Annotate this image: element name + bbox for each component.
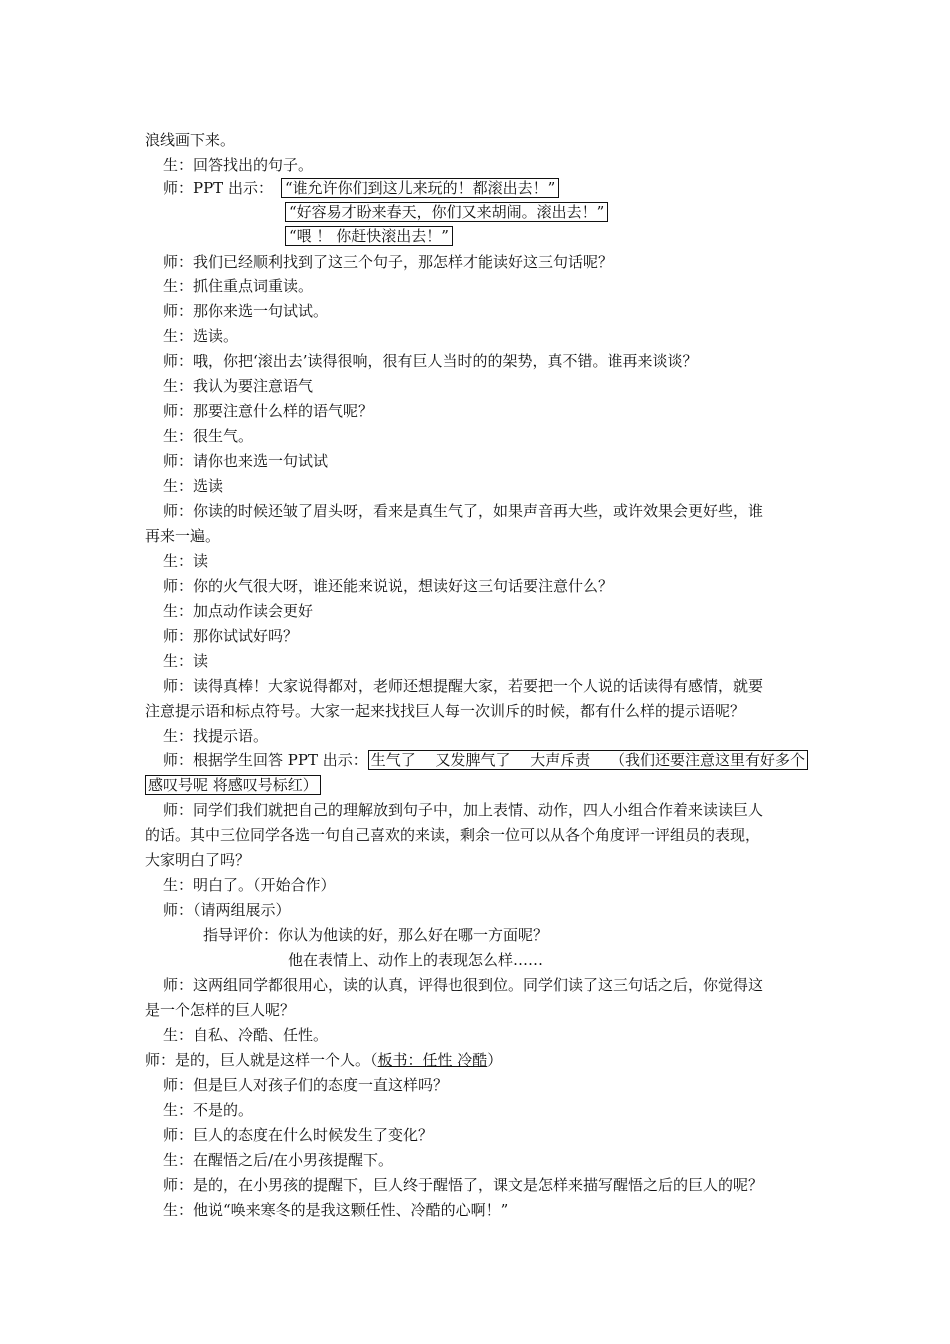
dialogue-line: 生：他说“唤来寒冬的是我这颗任性、冷酷的心啊！” [163, 1201, 509, 1219]
dialogue-line: 生：选读。 [163, 327, 239, 345]
dialogue-line: 生：我认为要注意语气 [163, 377, 314, 395]
blackboard-note: 板书：任性 冷酷 [377, 1051, 488, 1069]
dialogue-line [0, 178, 950, 198]
dialogue-line: 师：那你来选一句试试。 [163, 302, 329, 320]
dialogue-line-cont: 大家明白了吗？ [145, 851, 251, 869]
ppt-prompt-box: 生气了 又发脾气了 大声斥责 （我们还要注意这里有好多个感叹号呢 将感叹号标红） [145, 750, 808, 795]
dialogue-line-cont: 是一个怎样的巨人呢？ [145, 1001, 296, 1019]
dialogue-line: 师：你读的时候还皱了眉头呀，看来是真生气了，如果声音再大些，或许效果会更好些，谁 [163, 502, 764, 520]
dialogue-line: 师：巨人的态度在什么时候发生了变化？ [163, 1126, 434, 1144]
dialogue-line: 生：不是的。 [163, 1101, 254, 1119]
dialogue-line: 师：这两组同学都很用心，读的认真，评得也很到位。同学们读了这三句话之后，你觉得这 [163, 976, 764, 994]
dialogue-line: 生：在醒悟之后/在小男孩提醒下。 [163, 1151, 394, 1169]
dialogue-line: 生：很生气。 [163, 427, 254, 445]
dialogue-line: 生：找提示语。 [163, 727, 269, 745]
ppt-quote-box: “喂 ！ 你赶快滚出去！” [285, 226, 453, 246]
dialogue-prefix: 师：根据学生回答 PPT 出示： [163, 751, 368, 769]
ppt-quote-line [0, 202, 950, 222]
ppt-quote-box: “谁允许你们到这儿来玩的！都滚出去！” [281, 178, 559, 198]
dialogue-line: 师：是的，在小男孩的提醒下，巨人终于醒悟了，课文是怎样来描写醒悟之后的巨人的呢？ [163, 1176, 764, 1194]
text-line: 浪线画下来。 [145, 131, 236, 149]
dialogue-line: 师：那要注意什么样的语气呢？ [163, 402, 374, 420]
dialogue-line: 生：加点动作读会更好 [163, 602, 314, 620]
ppt-prompt-paragraph [145, 748, 809, 798]
dialogue-line: 师：哦，你把‘滚出去’读得很响，很有巨人当时的的架势，真不错。谁再来谈谈？ [163, 352, 698, 370]
guidance-line: 他在表情上、动作上的表现怎么样…… [288, 951, 544, 969]
ppt-quote-box: “好容易才盼来春天，你们又来胡闹。滚出去！” [285, 202, 608, 222]
dialogue-line: 生：抓住重点词重读。 [163, 277, 314, 295]
dialogue-line-cont: 再来一遍。 [145, 527, 221, 545]
dialogue-line: 师：请你也来选一句试试 [163, 452, 329, 470]
dialogue-prefix: 师：PPT 出示： [163, 179, 273, 197]
dialogue-line: 师：同学们我们就把自己的理解放到句子中，加上表情、动作，四人小组合作着来读读巨人 [163, 801, 764, 819]
dialogue-line: 生：回答找出的句子。 [163, 156, 314, 174]
dialogue-line: 师：那你试试好吗？ [163, 627, 299, 645]
dialogue-line [0, 1050, 950, 1070]
dialogue-line: 生：读 [163, 652, 209, 670]
dialogue-suffix: ） [487, 1051, 503, 1069]
ppt-quote-line [0, 226, 950, 246]
dialogue-line: 生：读 [163, 552, 209, 570]
dialogue-line: 师：读得真棒！大家说得都对，老师还想提醒大家，若要把一个人说的话读得有感情，就要 [163, 677, 764, 695]
dialogue-line: 生：明白了。（开始合作） [163, 876, 336, 894]
dialogue-line: 师：你的火气很大呀，谁还能来说说，想读好这三句话要注意什么？ [163, 577, 614, 595]
dialogue-line: 师：（请两组展示） [163, 901, 291, 919]
dialogue-line-cont: 注意提示语和标点符号。大家一起来找找巨人每一次训斥的时候，都有什么样的提示语呢？ [145, 702, 746, 720]
dialogue-line: 生：选读 [163, 477, 224, 495]
dialogue-line: 生：自私、冷酷、任性。 [163, 1026, 329, 1044]
dialogue-line: 师：我们已经顺利找到了这三个句子，那怎样才能读好这三句话呢？ [163, 253, 614, 271]
dialogue-prefix: 师：是的，巨人就是这样一个人。（ [145, 1051, 378, 1069]
dialogue-line-cont: 的话。其中三位同学各选一句自己喜欢的来读，剩余一位可以从各个角度评一评组员的表现， [145, 826, 761, 844]
dialogue-line: 师：但是巨人对孩子们的态度一直这样吗？ [163, 1076, 449, 1094]
guidance-line: 指导评价：你认为他读的好，那么好在哪一方面呢？ [203, 926, 549, 944]
